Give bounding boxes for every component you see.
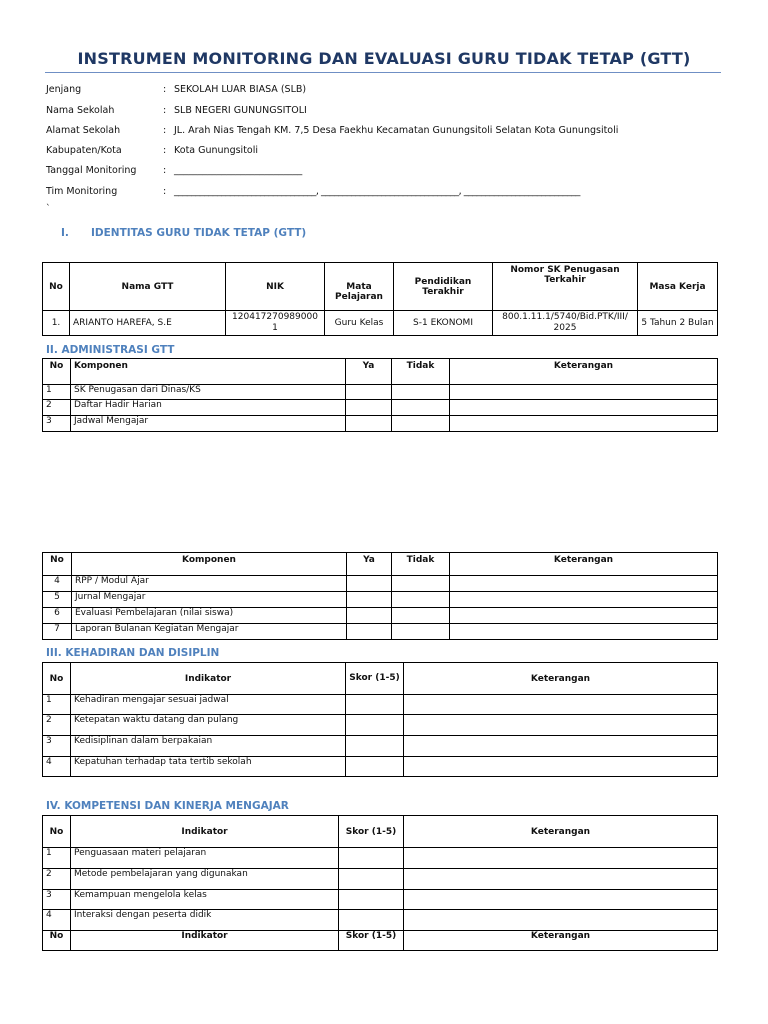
- cell-pendidikan: S-1 EKONOMI: [394, 311, 493, 336]
- cell-mata-pelajaran: Guru Kelas: [325, 311, 394, 336]
- cell-no: 2: [43, 400, 71, 416]
- cell-keterangan[interactable]: [450, 592, 718, 608]
- header-cell: NIK: [226, 263, 325, 311]
- table-row: [43, 910, 718, 931]
- cell-komponen: Evaluasi Pembelajaran (nilai siswa): [72, 608, 347, 624]
- cell-nama-gtt: ARIANTO HAREFA, S.E: [70, 311, 226, 336]
- document-title: INSTRUMEN MONITORING DAN EVALUASI GURU TIDAK TETAP (GTT): [77, 49, 691, 68]
- table-row: [43, 311, 718, 336]
- cell-no: 3: [43, 890, 71, 910]
- header-cell: Indikator: [71, 663, 346, 695]
- header-cell: Keterangan: [404, 663, 718, 695]
- info-colon: :: [163, 165, 167, 176]
- header-cell: No: [43, 663, 71, 695]
- cell-masa-kerja: 5 Tahun 2 Bulan: [638, 311, 718, 336]
- cell-indikator: Kehadiran mengajar sesuai jadwal: [71, 695, 346, 715]
- header-cell: No: [43, 553, 72, 576]
- cell-indikator: Kemampuan mengelola kelas: [71, 890, 339, 910]
- footer-cell: Keterangan: [404, 931, 718, 951]
- table-row: [43, 624, 718, 640]
- table-row: [43, 695, 718, 715]
- info-label: Kabupaten/Kota: [46, 145, 122, 156]
- cell-no: 1: [43, 848, 71, 869]
- header-cell: Indikator: [71, 816, 339, 848]
- info-value: SEKOLAH LUAR BIASA (SLB): [174, 84, 307, 95]
- cell-no: 5: [43, 592, 72, 608]
- header-cell: Komponen: [72, 553, 347, 576]
- cell-skor[interactable]: [346, 736, 404, 757]
- info-colon: :: [163, 84, 167, 95]
- cell-no: 6: [43, 608, 72, 624]
- tanggal-monitoring-blank[interactable]: ___________________________: [174, 165, 303, 176]
- cell-skor[interactable]: [346, 695, 404, 715]
- cell-tidak[interactable]: [392, 608, 450, 624]
- table-row: [43, 848, 718, 869]
- admin-table-2: [42, 552, 718, 640]
- cell-ya[interactable]: [347, 592, 392, 608]
- cell-tidak[interactable]: [392, 400, 450, 416]
- cell-tidak[interactable]: [392, 592, 450, 608]
- footer-cell: Indikator: [71, 931, 339, 951]
- header-cell: Skor (1-5): [339, 816, 404, 848]
- cell-ya[interactable]: [346, 385, 392, 400]
- info-value: SLB NEGERI GUNUNGSITOLI: [174, 105, 307, 116]
- info-label: Nama Sekolah: [46, 105, 115, 116]
- info-label: Tim Monitoring: [46, 186, 118, 197]
- cell-ya[interactable]: [347, 608, 392, 624]
- cell-keterangan[interactable]: [450, 400, 718, 416]
- cell-indikator: Ketepatan waktu datang dan pulang: [71, 715, 346, 736]
- cell-komponen: RPP / Modul Ajar: [72, 576, 347, 592]
- cell-keterangan[interactable]: [450, 624, 718, 640]
- cell-ya[interactable]: [347, 576, 392, 592]
- cell-keterangan[interactable]: [450, 416, 718, 432]
- info-colon: :: [163, 105, 167, 116]
- cell-skor[interactable]: [346, 715, 404, 736]
- cell-skor[interactable]: [346, 757, 404, 777]
- info-value: JL. Arah Nias Tengah KM. 7,5 Desa Faekhu Kecamatan Gunungsitoli Selatan Kota Gunungsitoli: [174, 125, 619, 136]
- header-cell: No: [43, 359, 71, 385]
- header-cell: Skor (1-5): [346, 663, 404, 695]
- info-colon: :: [163, 145, 167, 156]
- header-cell: Keterangan: [450, 553, 718, 576]
- header-cell: Keterangan: [450, 359, 718, 385]
- table-row: [43, 736, 718, 757]
- cell-no: 1: [43, 385, 71, 400]
- header-cell: Nama GTT: [70, 263, 226, 311]
- cell-no: 1: [43, 695, 71, 715]
- cell-no: 7: [43, 624, 72, 640]
- cell-tidak[interactable]: [392, 576, 450, 592]
- header-cell: Ya: [346, 359, 392, 385]
- header-cell: No: [43, 263, 70, 311]
- table-row: [43, 416, 718, 432]
- cell-no: 2: [43, 869, 71, 890]
- table-footer-row: [43, 931, 718, 951]
- cell-indikator: Metode pembelajaran yang digunakan: [71, 869, 339, 890]
- admin-table-1: [42, 358, 718, 432]
- section-heading-administrasi: II. ADMINISTRASI GTT: [46, 344, 175, 356]
- cell-keterangan[interactable]: [404, 715, 718, 736]
- section-heading-identitas: [61, 227, 306, 239]
- cell-no: 4: [43, 757, 71, 777]
- cell-indikator: Kedisiplinan dalam berpakaian: [71, 736, 346, 757]
- table-row: [43, 608, 718, 624]
- attendance-table: [42, 662, 718, 777]
- cell-keterangan[interactable]: [404, 757, 718, 777]
- cell-keterangan[interactable]: [404, 736, 718, 757]
- cell-indikator: Kepatuhan terhadap tata tertib sekolah: [71, 757, 346, 777]
- cell-tidak[interactable]: [392, 416, 450, 432]
- cell-komponen: Laporan Bulanan Kegiatan Mengajar: [72, 624, 347, 640]
- cell-no: 3: [43, 416, 71, 432]
- info-label: Tanggal Monitoring: [46, 165, 137, 176]
- cell-tidak[interactable]: [392, 624, 450, 640]
- cell-skor[interactable]: [339, 910, 404, 931]
- info-colon: :: [163, 125, 167, 136]
- header-cell: Mata Pelajaran: [325, 263, 394, 311]
- info-label: Jenjang: [46, 84, 82, 95]
- cell-indikator: Interaksi dengan peserta didik: [71, 910, 339, 931]
- cell-ya[interactable]: [346, 400, 392, 416]
- cell-no: 4: [43, 910, 71, 931]
- cell-nomor-sk: 800.1.11.1/5740/Bid.PTK/III/ 2025: [493, 311, 638, 336]
- stray-mark: `: [46, 204, 51, 214]
- cell-keterangan[interactable]: [450, 608, 718, 624]
- info-label: Alamat Sekolah: [46, 125, 121, 136]
- cell-komponen: SK Penugasan dari Dinas/KS: [71, 385, 346, 400]
- header-cell: No: [43, 816, 71, 848]
- cell-keterangan[interactable]: [404, 869, 718, 890]
- tim-monitoring-blank[interactable]: _________________________________, ________________________________, ___________________________: [174, 186, 580, 197]
- section-heading-kompetensi: IV. KOMPETENSI DAN KINERJA MENGAJAR: [46, 800, 289, 812]
- cell-indikator: Penguasaan materi pelajaran: [71, 848, 339, 869]
- cell-no: 1.: [43, 311, 70, 336]
- table-row: [43, 890, 718, 910]
- section-title: IDENTITAS GURU TIDAK TETAP (GTT): [91, 227, 307, 239]
- header-cell: Nomor SK Penugasan Terkahir: [493, 263, 638, 311]
- identity-table: [42, 262, 718, 336]
- cell-komponen: Jadwal Mengajar: [71, 416, 346, 432]
- table-row: [43, 715, 718, 736]
- section-heading-kehadiran: III. KEHADIRAN DAN DISIPLIN: [46, 647, 220, 659]
- cell-keterangan[interactable]: [404, 910, 718, 931]
- header-cell: Tidak: [392, 359, 450, 385]
- info-value: Kota Gunungsitoli: [174, 145, 259, 156]
- cell-komponen: Jurnal Mengajar: [72, 592, 347, 608]
- cell-skor[interactable]: [339, 848, 404, 869]
- header-cell: Pendidikan Terakhir: [394, 263, 493, 311]
- cell-skor[interactable]: [339, 890, 404, 910]
- table-row: [43, 869, 718, 890]
- table-row: [43, 400, 718, 416]
- header-cell: Komponen: [71, 359, 346, 385]
- info-colon: :: [163, 186, 167, 197]
- footer-cell: Skor (1-5): [339, 931, 404, 951]
- cell-keterangan[interactable]: [450, 576, 718, 592]
- header-cell: Tidak: [392, 553, 450, 576]
- section-number: I.: [61, 227, 69, 239]
- header-cell: Keterangan: [404, 816, 718, 848]
- cell-ya[interactable]: [346, 416, 392, 432]
- competence-table: [42, 815, 718, 951]
- cell-no: 3: [43, 736, 71, 757]
- header-cell: Ya: [347, 553, 392, 576]
- cell-nik: 120417270989000 1: [226, 311, 325, 336]
- table-row: [43, 385, 718, 400]
- title-divider: [45, 72, 721, 73]
- cell-komponen: Daftar Hadir Harian: [71, 400, 346, 416]
- cell-keterangan[interactable]: [404, 695, 718, 715]
- footer-cell: No: [43, 931, 71, 951]
- cell-no: 4: [43, 576, 72, 592]
- cell-keterangan[interactable]: [404, 890, 718, 910]
- cell-keterangan[interactable]: [404, 848, 718, 869]
- cell-keterangan[interactable]: [450, 385, 718, 400]
- cell-ya[interactable]: [347, 624, 392, 640]
- table-row: [43, 592, 718, 608]
- table-row: [43, 757, 718, 777]
- header-cell: Masa Kerja: [638, 263, 718, 311]
- cell-no: 2: [43, 715, 71, 736]
- table-row: [43, 576, 718, 592]
- cell-tidak[interactable]: [392, 385, 450, 400]
- cell-skor[interactable]: [339, 869, 404, 890]
